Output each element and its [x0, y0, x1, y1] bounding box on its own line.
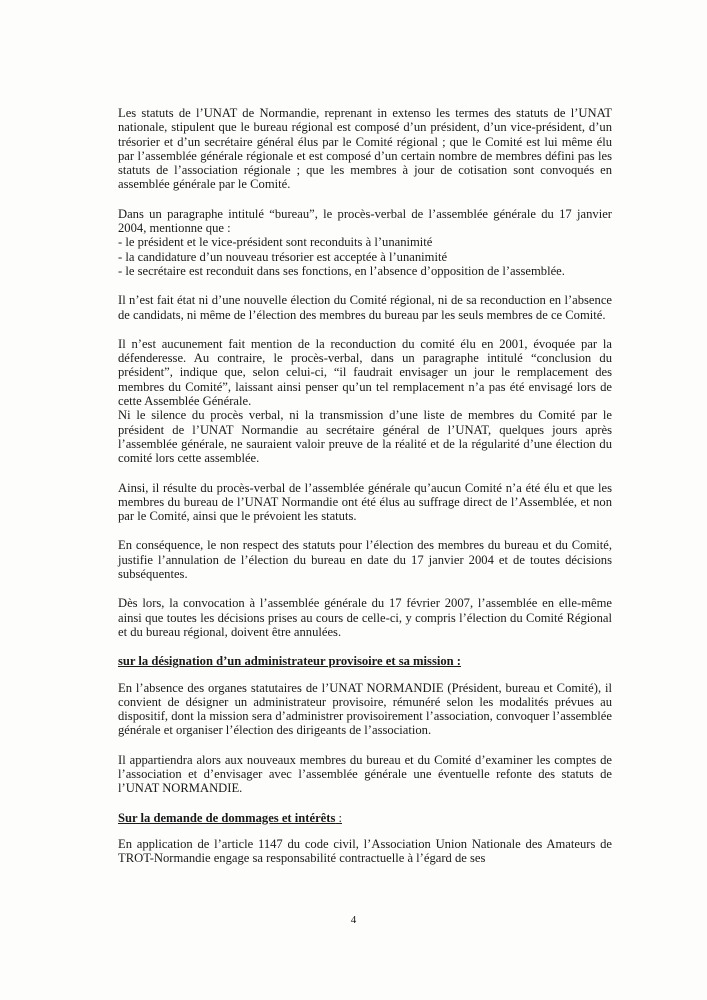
- paragraph-bureau: [118, 207, 612, 278]
- document-body: [118, 106, 612, 880]
- section-heading-dommages: [118, 811, 612, 825]
- list-item: - la candidature d’un nouveau trésorier est acceptée à l’unanimité: [118, 249, 448, 264]
- list-item: - le président et le vice-président sont reconduits à l’unanimité: [118, 235, 433, 250]
- section-heading-administrateur: [118, 654, 612, 668]
- list-item: - le secrétaire est reconduit dans ses fonctions, en l’absence d’opposition de l’assemblée.: [118, 263, 565, 278]
- paragraph-ainsi: Ainsi, il résulte du procès-verbal de l’assemblée générale qu’aucun Comité n’a été élu et que les membres du bureau de l’UNAT Normandie ont été élus au suffrage direct de l’Assemblée, et non par le Comité, ainsi que le prévoient les statuts.: [118, 480, 612, 524]
- paragraph-des-lors: Dès lors, la convocation à l’assemblée générale du 17 février 2007, l’assemblée en elle-même ainsi que toutes les décisions prises au cours de celle-ci, y compris l’élection du Comité Régional et du bureau régional, doivent être annulées.: [118, 596, 612, 639]
- paragraph-reconduction-text: Il n’est aucunement fait mention de la reconduction du comité élu en 2001, évoquée par la défenderesse. Au contraire, le procès-verbal, dans un paragraphe intitulé “conclusion du président”, indique que, selon celui-ci, “il faudrait envisager un jour le remplacement des membres du Comité”, laissant ainsi penser qu’un tel remplacement n’a pas été envisagé lors de cette Assemblée Générale.: [118, 336, 612, 409]
- paragraph-article-1147: En application de l’article 1147 du code civil, l’Association Union Nationale des Amateurs de TROT-Normandie engage sa responsabilité contractuelle à l’égard de ses: [118, 836, 612, 866]
- paragraph-no-election: Il n’est fait état ni d’une nouvelle élection du Comité régional, ni de sa reconduction en l’absence de candidats, ni même de l’élection des membres du bureau par les seuls membres de ce Comité.: [118, 293, 612, 322]
- paragraph-bureau-intro: Dans un paragraphe intitulé “bureau”, le procès-verbal de l’assemblée générale du 17 janvier 2004, mentionne que :: [118, 206, 612, 236]
- paragraph-statuts: Les statuts de l’UNAT de Normandie, reprenant in extenso les termes des statuts de l’UNAT nationale, stipulent que le bureau régional est composé d’un président, d’un vice-président, d’un trésorier et d’un secrétaire général élus par le Comité régional ; que le Comité est lui même élu par l’assemblée générale régionale et est composé d’un certain nombre de membres défini pas les statuts de l’association régionale ; que les membres à jour de cotisation sont convoqués en assemblée générale par le Comité.: [118, 106, 612, 192]
- paragraph-nouveaux-membres: Il appartiendra alors aux nouveaux membres du bureau et du Comité d’examiner les comptes de l’association et d’envisager avec l’assemblée générale une éventuelle refonte des statuts de l’UNAT NORMANDIE.: [118, 752, 612, 796]
- paragraph-reconduction: [118, 337, 612, 466]
- paragraph-consequence: En conséquence, le non respect des statuts pour l’élection des membres du bureau et du Comité, justifie l’annulation de l’élection du bureau en date du 17 janvier 2004 et de toutes décisions subséquentes.: [118, 538, 612, 582]
- paragraph-administrateur: En l’absence des organes statutaires de l’UNAT NORMANDIE (Président, bureau et Comité), il convient de désigner un administrateur provisoire, rémunéré selon les modalités prévues au dispositif, dont la mission sera d’administrer provisoirement l’association, convoquer l’assemblée générale et organiser l’élection des dirigeants de l’association.: [118, 680, 612, 738]
- section-heading-after: :: [335, 810, 342, 825]
- section-heading-text: Sur la demande de dommages et intérêts: [118, 810, 336, 825]
- page-number: 4: [350, 914, 357, 926]
- paragraph-silence: Ni le silence du procès verbal, ni la transmission d’une liste de membres du Comité par le président de l’UNAT Normandie au secrétaire général de l’UNAT, quelques jours après l’assemblée générale, ne sauraient valoir preuve de la réalité et de la régularité d’une élection du comité lors cette assemblée.: [118, 408, 612, 466]
- section-heading-text: sur la désignation d’un administrateur provisoire et sa mission :: [118, 654, 461, 669]
